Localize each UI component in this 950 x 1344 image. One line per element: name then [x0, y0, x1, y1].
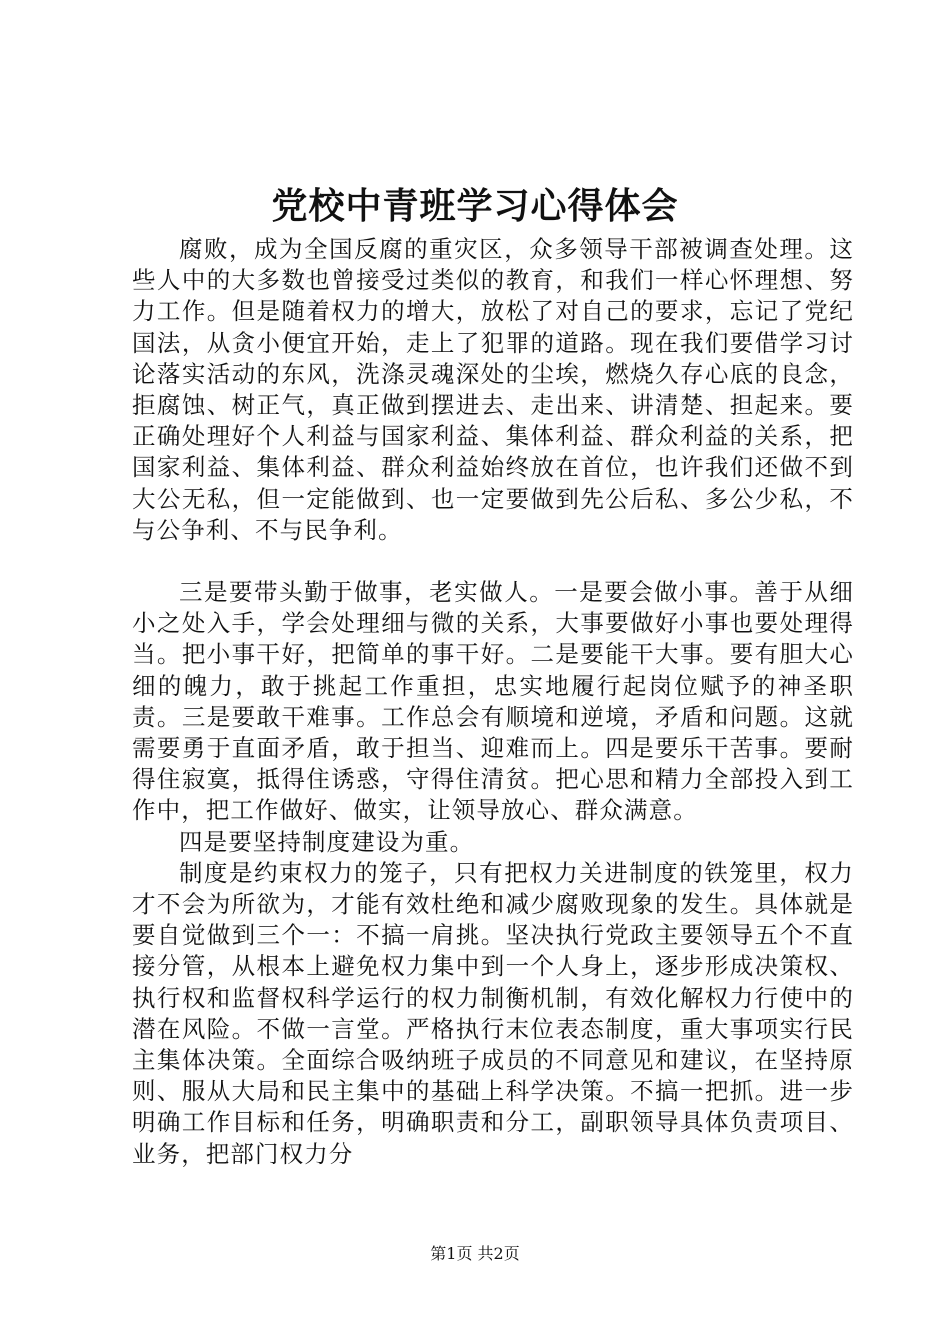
page-number-footer: 第1页 共2页 [430, 1244, 520, 1263]
document-title: 党校中青班学习心得体会 [271, 185, 679, 227]
paragraph-institution-detail: 制度是约束权力的笼子，只有把权力关进制度的铁笼里，权力才不会为所欲为，才能有效杜绝和减少腐败现象的发生。具体就是要自觉做到三个一：不搞一肩挑。坚决执行党政主要领导五个不直接分管，从根本上避免权力集中到一个人身上，逐步形成决策权、执行权和监督权科学运行的权力制衡机制，有效化解权力行使中的潜在风险。不做一言堂。严格执行末位表态制度，重大事项实行民主集体决策。全面综合吸纳班子成员的不同意见和建议，在坚持原则、服从大局和民主集中的基础上科学决策。不搞一把抓。进一步明确工作目标和任务，明确职责和分工，副职领导具体负责项目、业务，把部门权力分 [132, 858, 854, 1168]
paragraph-institution-heading: 四是要坚持制度建设为重。 [179, 827, 475, 856]
document-body [132, 234, 854, 1170]
paragraph-diligent-work: 三是要带头勤于做事，老实做人。一是要会做小事。善于从细小之处入手，学会处理细与微的关系，大事要做好小事也要处理得当。把小事干好，把简单的事干好。二是要能干大事。要有胆大心细的魄力，敢于挑起工作重担，忠实地履行起岗位赋予的神圣职责。三是要敢干难事。工作总会有顺境和逆境，矛盾和问题。这就需要勇于直面矛盾，敢于担当、迎难而上。四是要乐干苦事。要耐得住寂寞，抵得住诱惑，守得住清贫。把心思和精力全部投入到工作中，把工作做好、做实，让领导放心、群众满意。 [132, 578, 854, 825]
paragraph-anticorruption: 腐败，成为全国反腐的重灾区，众多领导干部被调查处理。这些人中的大多数也曾接受过类似的教育，和我们一样心怀理想、努力工作。但是随着权力的增大，放松了对自己的要求，忘记了党纪国法，从贪小便宜开始，走上了犯罪的道路。现在我们要借学习讨论落实活动的东风，洗涤灵魂深处的尘埃，燃烧久存心底的良念，拒腐蚀、树正气，真正做到摆进去、走出来、讲清楚、担起来。要正确处理好个人利益与国家利益、集体利益、群众利益的关系，把国家利益、集体利益、群众利益始终放在首位，也许我们还做不到大公无私，但一定能做到、也一定要做到先公后私、多公少私，不与公争利、不与民争利。 [132, 235, 854, 544]
